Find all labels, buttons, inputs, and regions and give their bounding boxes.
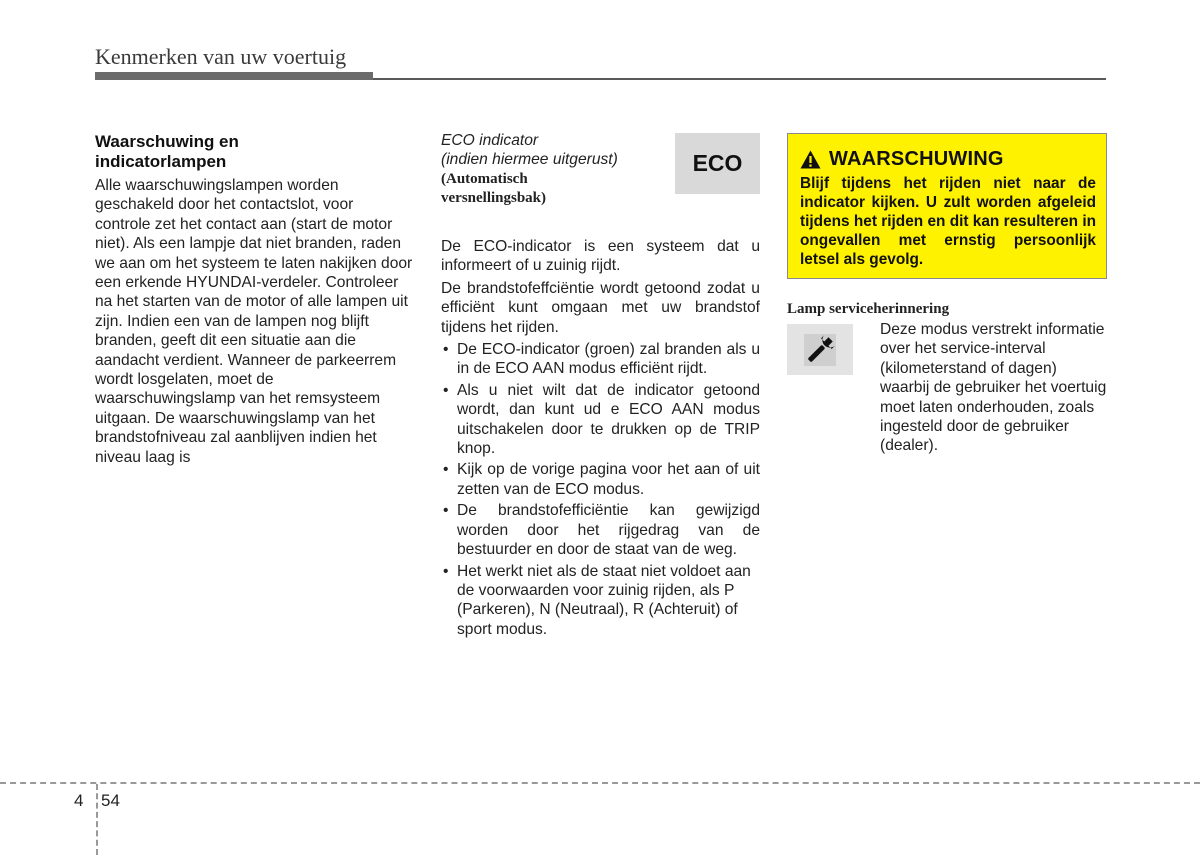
footer-divider bbox=[0, 782, 1200, 784]
eco-paragraph-1: De ECO-indicator is een systeem dat u informeert of u zuinig rijdt. bbox=[441, 238, 760, 275]
eco-subtitle-line-1: (Automatisch bbox=[441, 171, 528, 187]
list-item bbox=[441, 501, 760, 559]
column-warning-and-service bbox=[787, 133, 1107, 460]
list-item-text: De ECO-indicator (groen) zal branden als u in de ECO AAN modus efficiënt rijdt. bbox=[457, 341, 760, 378]
service-reminder-title: Lamp serviceherinnering bbox=[787, 301, 950, 317]
list-item-text: Als u niet wilt dat de indicator getoond wordt, dan kunt ud e ECO AAN modus uitschakelen door te drukken op de TRIP knop. bbox=[457, 381, 760, 458]
eco-indicator-icon bbox=[675, 133, 760, 194]
wrench-icon bbox=[800, 330, 840, 370]
bullet-marker: • bbox=[443, 461, 449, 479]
eco-subtitle-line-2: versnellingsbak) bbox=[441, 190, 547, 206]
list-item-text: Het werkt niet als de staat niet voldoet aan de voorwaarden voor zuinig rijden, als P (Parkeren), N (Neutraal), R (Achteruit) of sport modus. bbox=[457, 562, 751, 638]
list-item bbox=[441, 381, 760, 459]
chapter-number: 4 bbox=[74, 791, 84, 810]
eco-header bbox=[441, 131, 760, 231]
list-item bbox=[441, 460, 760, 499]
eco-bullet-list bbox=[441, 340, 760, 639]
section-heading-warning-lamps bbox=[95, 132, 413, 172]
eco-title-line-2: (indien hiermee uitgerust) bbox=[441, 151, 618, 168]
bullet-marker: • bbox=[443, 562, 449, 580]
service-reminder-row bbox=[787, 320, 1107, 460]
warning-lamps-body: Alle waarschuwingslampen worden geschakeld door het contactslot, voor controle zet het contact aan (start de motor niet). Als een lampje dat niet branden, raden we aan om het systeem te laten nakijken door een erkende HYUNDAI-verdeler. Controleer na het starten van de motor of alle lampen uit zijn. Indien een van de lampen nog blijft branden, geeft dit een situatie aan die aandacht verdient. Wanneer de parkeerrem wordt losgelaten, moet de waarschuwingslamp van het remsysteem uitgaan. De waarschuwingslamp van het brandstofniveau zal aanblijven indien het niveau laag is bbox=[95, 177, 413, 466]
service-reminder-text: Deze modus verstrekt informatie over het service-interval (kilometerstand of dagen) waarbij de gebruiker het voertuig moet laten onderhouden, zoals ingesteld door de gebruiker (dealer). bbox=[880, 321, 1107, 455]
eco-paragraph-2: De brandstofeffciëntie wordt getoond zodat u efficiënt kunt omgaan met uw brandstof tijdens het rijden. bbox=[441, 279, 760, 336]
heading-line-2: indicatorlampen bbox=[95, 152, 227, 171]
eco-title-line-1: ECO indicator bbox=[441, 132, 539, 149]
list-item-text: Kijk op de vorige pagina voor het aan of uit zetten van de ECO modus. bbox=[457, 461, 760, 498]
list-item bbox=[441, 340, 760, 379]
warning-triangle-icon bbox=[800, 150, 821, 169]
eco-badge-label: ECO bbox=[692, 150, 743, 176]
footer-vertical-divider bbox=[96, 784, 98, 855]
list-item bbox=[441, 562, 760, 640]
warning-header bbox=[800, 146, 1096, 172]
bullet-marker: • bbox=[443, 341, 449, 359]
service-reminder-lamp bbox=[787, 324, 853, 375]
warning-text: Blijf tijdens het rijden niet naar de indicator kijken. U zult worden afgeleid tijdens het rijden en dit kan resulteren in ongevallen met ernstig persoonlijk letsel als gevolg. bbox=[800, 175, 1096, 268]
bullet-marker: • bbox=[443, 502, 449, 520]
header-rule-thick bbox=[95, 72, 373, 80]
warning-box bbox=[787, 133, 1107, 279]
column-eco-indicator bbox=[441, 131, 760, 641]
warning-title: WAARSCHUWING bbox=[829, 147, 1004, 170]
list-item-text: De brandstofefficiëntie kan gewijzigd worden door het rijgedrag van de bestuurder en door de staat van de weg. bbox=[457, 502, 760, 559]
heading-line-1: Waarschuwing en bbox=[95, 132, 239, 151]
page-header-title: Kenmerken van uw voertuig bbox=[95, 44, 347, 69]
page-number: 54 bbox=[101, 791, 120, 810]
bullet-marker: • bbox=[443, 381, 449, 399]
header-rule-thin bbox=[373, 78, 1106, 80]
column-warning-lamps bbox=[95, 132, 413, 467]
